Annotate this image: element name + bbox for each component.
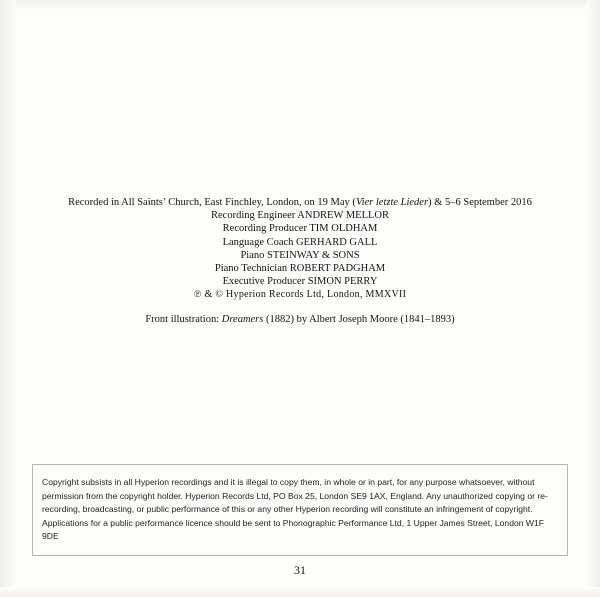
credit-line [0,288,600,301]
front-illustration-prefix: Front illustration: [145,313,222,325]
credit-text: Language Coach GERHARD GALL [222,236,378,248]
front-illustration-suffix: (1882) by Albert Joseph Moore (1841–1893) [263,313,455,325]
copyright-notice: Copyright subsists in all Hyperion recordings and it is illegal to copy them, in whole or in part, for any purpose whatsoever, without permission from the copyright holder. Hyperion Records Ltd, PO Box 25, London SE9 1AX, England. Any unauthorized copying or re-recording, broadcasting, or public performance of this or any other Hyperion recording will constitute an infringement of copyright. Applications for a public performance licence should be sent to Phonographic Performance Ltd, 1 Upper James Street, London W1F 9DE [42,477,548,542]
front-illustration-credit [0,313,600,326]
credit-text: Recorded in All Saints’ Church, East Finchley, London, on 19 May ( [68,197,356,208]
credit-line [0,236,600,249]
credit-text: ) & 5–6 September 2016 [428,197,532,208]
front-illustration-title: Dreamers [221,313,264,325]
credit-line [0,249,600,262]
credit-text: Recording Producer TIM OLDHAM [222,223,378,235]
credit-line [0,275,600,288]
page-edge-bottom [0,587,600,597]
credit-line [0,196,600,209]
credit-line [0,209,600,222]
page-edge-top [0,0,600,10]
credit-line-list [0,196,600,302]
credit-line [0,222,600,235]
credit-text: Recording Engineer ANDREW MELLOR [211,210,389,222]
credit-text: Piano STEINWAY & SONS [240,249,360,261]
credit-text: Executive Producer SIMON PERRY [222,276,378,288]
credit-text: ℗ & © Hyperion Records Ltd, London, MMXVII [193,289,407,301]
credit-text: Piano Technician ROBERT PADGHAM [214,263,386,275]
credit-line [0,262,600,275]
recording-credits [0,196,600,326]
page-number: 31 [294,563,306,577]
credit-title-italic: Vier letzte Lieder [355,197,429,208]
